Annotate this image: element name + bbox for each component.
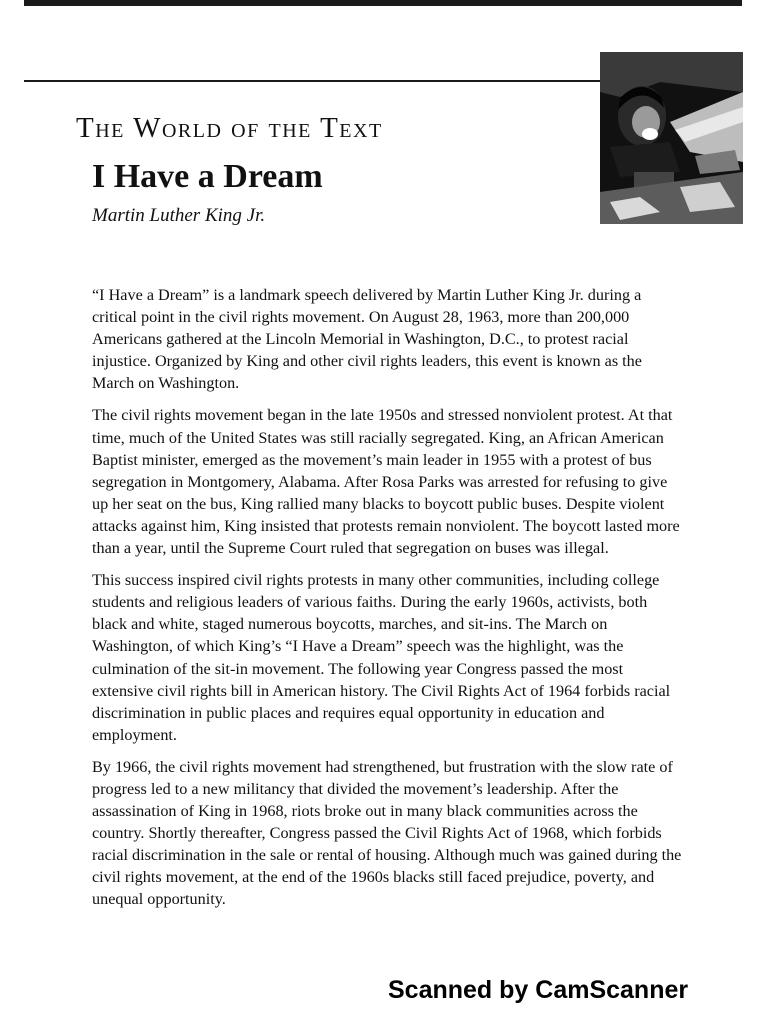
paragraph-2: The civil rights movement began in the late 1950s and stressed nonviolent protest. At that time, much of the United States was still racially segregated. King, an African American Baptist minister, emerged as the movement’s main leader in 1955 with a protest of bus segregation in Montgomery, Alabama. After Rosa Parks was arrested for refusing to give up her seat on the bus, King rallied many blacks to boycott public buses. Despite violent attacks against him, King insisted that protests remain nonviolent. The boycott lasted more than a year, until the Supreme Court ruled that segregation on buses was illegal. <box>92 406 680 558</box>
top-rule <box>24 0 742 6</box>
body-text <box>92 284 684 921</box>
section-label: The World of the Text <box>76 112 383 144</box>
martin-luther-king-photo <box>600 52 743 224</box>
paragraph-4: By 1966, the civil rights movement had strengthened, but frustration with the slow rate of progress led to a new militancy that divided the movement’s leadership. After the assassination of King in 1968, riots broke out in many black communities across the country. Shortly thereafter, Congress passed the Civil Rights Act of 1968, which forbids racial discrimination in the sale or rental of housing. Although much was gained during the civil rights movement, at the end of the 1960s blacks still faced prejudice, poverty, and unequal opportunity. <box>92 757 682 909</box>
paragraph-3: This success inspired civil rights protests in many other communities, including college students and religious leaders of various faiths. During the early 1960s, activists, both black and white, staged numerous boycotts, marches, and sit-ins. The March on Washington, of which King’s “I Have a Dream” speech was the highlight, was the culmination of the sit-in movement. The following year Congress passed the most extensive civil rights bill in American history. The Civil Rights Act of 1964 forbids racial discrimination in public places and requires equal opportunity in education and employment. <box>92 571 671 744</box>
author-name: Martin Luther King Jr. <box>92 205 266 226</box>
paragraph-1: “I Have a Dream” is a landmark speech delivered by Martin Luther King Jr. during a critical point in the civil rights movement. On August 28, 1963, more than 200,000 Americans gathered at the Lincoln Memorial in Washington, D.C., to protest racial injustice. Organized by King and other civil rights leaders, this event is known as the March on Washington. <box>92 286 642 393</box>
section-rule <box>24 80 600 82</box>
speech-title: I Have a Dream <box>92 158 323 195</box>
camscanner-watermark: Scanned by CamScanner <box>388 976 689 1004</box>
